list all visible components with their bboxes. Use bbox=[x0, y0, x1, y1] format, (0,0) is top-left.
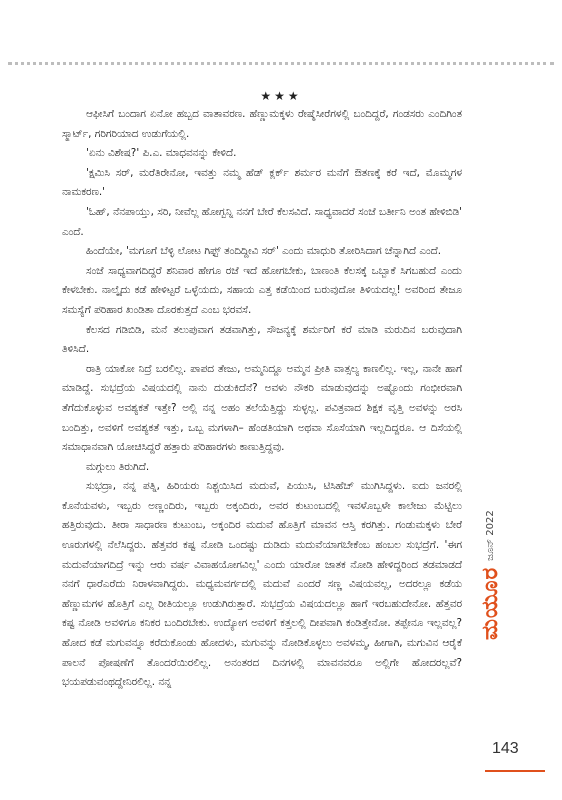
paragraph: ಸುಭದ್ರಾ, ನನ್ನ ಪತ್ನಿ, ಹಿರಿಯರು ನಿಶ್ಚಯಿಸಿದ ಮದುವೆ, ಪಿಯುಸಿ, ಟಿಸಿಹೆಚ್ ಮುಗಿಸಿದ್ದಳು. ಐದು ಜನರಲ್ಲಿ ಕೊನೆಯವಳು, ಇಬ್ಬರು ಅಣ್ಣಂದಿರು, ಇಬ್ಬರು ಅಕ್ಕಂದಿರು, ಅವರ ಕುಟುಂಬದಲ್ಲಿ ಇವಳೊಬ್ಬಳೇ ಕಾಲೇಜು ಮೆಟ್ಟಿಲು ಹತ್ತಿರುವುದು. ತೀರಾ ಸಾಧಾರಣ ಕುಟುಂಬ, ಅಕ್ಕಂದಿರ ಮದುವೆ ಹೊತ್ತಿಗೆ ಮಾವನ ಆಸ್ತಿ ಕರಗಿತ್ತು. ಗಂಡುಮಕ್ಕಳು ಬೇರೆ ಊರುಗಳಲ್ಲಿ ನೆಲೆಸಿದ್ದರು. ಹೆತ್ತವರ ಕಷ್ಟ ನೋಡಿ ಒಂದಷ್ಟು ದುಡಿದು ಮದುವೆಯಾಗಬೇಕೆಂಬ ಹಂಬಲ ಸುಭದ್ರೆಗೆ. 'ಈಗ ಮದುವೆಯಾಗದಿದ್ರೆ ಇನ್ನು ಆರು ವರ್ಷ ವಿವಾಹಯೋಗವಿಲ್ಲ' ಎಂದು ಯಾರೋ ಜಾತಕ ನೋಡಿ ಹೇಳಿದ್ದರಿಂದ ತಡಮಾಡದೆ ನನಗೆ ಧಾರೆಎರೆದು ನಿರಾಳವಾಗಿದ್ದರು. ಮಧ್ಯಮವರ್ಗದಲ್ಲಿ ಮದುವೆ ಎಂದರೆ ಸಣ್ಣ ವಿಷಯವಲ್ಲ, ಅದರಲ್ಲೂ ಕಡೆಯ ಹೆಣ್ಣುಮಗಳ ಹೊತ್ತಿಗೆ ಎಲ್ಲ ರೀತಿಯಲ್ಲೂ ಉಡುಗಿರುತ್ತಾರೆ. ಸುಭದ್ರೆಯ ವಿಷಯದಲ್ಲೂ ಹಾಗೆ ಇರಬಹುದೇನೋ. ಹೆತ್ತವರ ಕಷ್ಟ ನೋಡಿ ಅವಳಿಗೂ ಕನಿಕರ ಬಂದಿರಬೇಕು. ಉದ್ಯೋಗ ಅವಳಿಗೆ ಕತ್ತಲಲ್ಲಿ ದೀಪವಾಗಿ ಕಂಡಿತ್ತೇನೋ. ತಪ್ಪೇನೂ ಇಲ್ಲವಲ್ಲ? ಹೋದ ಕಡೆ ಮಗುವನ್ನೂ ಕರೆದುಕೊಂಡು ಹೋದಳು, ಮಗುವನ್ನು ನೋಡಿಕೊಳ್ಳಲು ಅವಳಮ್ಮ, ಹೀಗಾಗಿ, ಮಗುವಿನ ಆರೈಕೆ ಪಾಲನೆ ಪೋಷಣೆಗೆ ತೊಂದರೆಯಿರಲಿಲ್ಲ. ಅನಂತರದ ದಿನಗಳಲ್ಲಿ ಮಾವನವರೂ ಅಲ್ಲಿಗೇ ಹೋದರಲ್ಲವೆ? ಭಯಪಡುವಂಥದ್ದೇನಿರಲಿಲ್ಲ. ನನ್ನ bbox=[62, 480, 462, 689]
magazine-logo: ಮಯೂರ bbox=[477, 566, 503, 640]
paragraph: ಮಗ್ಗುಲು ತಿರುಗಿದೆ. bbox=[86, 460, 150, 473]
paragraph: 'ಏನು ವಿಶೇಷ?' ಪಿ.ಎ. ಮಾಧವನನ್ನು ಕೇಳಿದೆ. bbox=[86, 147, 237, 160]
top-dotted-divider bbox=[8, 62, 554, 65]
paragraph: ಕೆಲಸದ ಗಡಿಬಿಡಿ, ಮನೆ ತಲುಪುವಾಗ ತಡವಾಗಿತ್ತು, ಸೌಜನ್ಯಕ್ಕೆ ಶರ್ಮರಿಗೆ ಕರೆ ಮಾಡಿ ಮರುದಿನ ಬರುವುದಾಗಿ ತಿಳಿಸಿದೆ. bbox=[62, 323, 462, 356]
paragraph: ರಾತ್ರಿ ಯಾಕೋ ನಿದ್ರೆ ಬರಲಿಲ್ಲ. ಪಾಪದ ತೇಜು, ಅಮ್ಮನಿದ್ದೂ ಅಮ್ಮನ ಪ್ರೀತಿ ವಾತ್ಸಲ್ಯ ಕಾಣಲಿಲ್ಲ. ಇಲ್ಲ, ನಾನೇ ಹಾಗೆ ಮಾಡಿದ್ದೆ. ಸುಭದ್ರೆಯ ವಿಷಯದಲ್ಲಿ ನಾನು ದುಡುಕಿದೆನೆ? ಅವಳು ನೌಕರಿ ಮಾಡುವುದನ್ನು ಅಷ್ಟೊಂದು ಗಂಭೀರವಾಗಿ ತೆಗೆದುಕೊಳ್ಳುವ ಅವಶ್ಯಕತೆ ಇತ್ತೇ? ಅಲ್ಲಿ ನನ್ನ ಅಹಂ ತಲೆಯೆತ್ತಿದ್ದು ಸುಳ್ಳಲ್ಲ. ಪವಿತ್ರವಾದ ಶಿಕ್ಷಕ ವೃತ್ತಿ ಅವಳನ್ನು ಅರಸಿ ಬಂದಿತ್ತು, ಅವಳಿಗೆ ಅವಶ್ಯಕತೆ ಇತ್ತು, ಒಬ್ಬ ಮಗಳಾಗಿ– ಹೆಂಡತಿಯಾಗಿ ಅಥವಾ ಸೊಸೆಯಾಗಿ ಇಲ್ಲದಿದ್ದರೂ. ಆ ದಿಸೆಯಲ್ಲಿ ಸಮಾಧಾನವಾಗಿ ಯೋಚಿಸಿದ್ದರೆ ಹತ್ತಾರು ಪರಿಹಾರಗಳು ಕಾಣುತ್ತಿದ್ದವು. bbox=[62, 362, 462, 454]
paragraph: ಸಂಜೆ ಸಾಧ್ಯವಾಗದಿದ್ದರೆ ಶನಿವಾರ ಹೇಗೂ ರಜೆ ಇದೆ ಹೋಗಬೇಕು, ಬಾಣಂತಿ ಕೆಲಸಕ್ಕೆ ಒಬ್ಬಾಕೆ ಸಿಗಬಹುದೆ ಎಂದು ಕೇಳಬೇಕು. ನಾಲ್ಕೈದು ಕಡೆ ಹೇಳಿಟ್ಟರೆ ಒಳ್ಳೆಯದು, ಸಹಾಯ ಎತ್ತ ಕಡೆಯಿಂದ ಬರುವುದೋ ತಿಳಿಯದಲ್ಲ! ಅವರಿಂದ ತೇಜೂ ಸಮಸ್ಯೆಗೆ ಪರಿಹಾರ ಖಂಡಿತಾ ದೊರಕುತ್ತದೆ ಎಂಬ ಭರವಸೆ. bbox=[62, 264, 462, 316]
article-body bbox=[62, 105, 462, 693]
issue-date: ಜೂನ್ 2022 bbox=[484, 510, 496, 561]
section-separator-stars: ★★★ bbox=[260, 89, 302, 103]
magazine-side-label bbox=[470, 510, 510, 640]
page-number: 143 bbox=[492, 740, 519, 757]
page-number-rule bbox=[485, 770, 545, 772]
paragraph: 'ಓಹ್, ನೆನಪಾಯ್ತು, ಸರಿ, ನೀವೆಲ್ಲ ಹೋಗ್ಬನ್ನಿ ನನಗೆ ಬೇರೆ ಕೆಲಸವಿದೆ. ಸಾಧ್ಯವಾದರೆ ಸಂಜೆ ಬರ್ತೀನಿ ಅಂತ ಹೇಳಿಬಿಡಿ' ಎಂದೆ. bbox=[62, 205, 462, 238]
paragraph: ಆಫೀಸಿಗೆ ಬಂದಾಗ ಏನೋ ಹಬ್ಬದ ವಾತಾವರಣ. ಹೆಣ್ಣುಮಕ್ಕಳು ರೇಷ್ಮೆಸೀರೆಗಳಲ್ಲಿ ಬಂದಿದ್ದರೆ, ಗಂಡಸರು ಎಂದಿಗಿಂತ ಸ್ಮಾರ್ಟ್, ಗರಿಗರಿಯಾದ ಉಡುಗೆಯಲ್ಲಿ. bbox=[62, 108, 462, 140]
paragraph: 'ಕ್ಷಮಿಸಿ ಸರ್, ಮರೆತಿರೇನೋ, ಇವತ್ತು ನಮ್ಮ ಹೆಡ್ ಕ್ಲರ್ಕ್ ಶರ್ಮರ ಮನೆಗೆ ಔತಣಕ್ಕೆ ಕರೆ ಇದೆ, ಮೊಮ್ಮಗಳ ನಾಮಕರಣ.' bbox=[62, 166, 462, 199]
paragraph: ಹಿಂದೆಯೇ, 'ಮಗೂಗೆ ಬೆಳ್ಳಿ ಲೋಟ ಗಿಫ್ಟ್ ತಂದಿದ್ದೀವಿ ಸರ್' ಎಂದು ಮಾಧುರಿ ತೋರಿಸಿದಾಗ ಚೆನ್ನಾಗಿದೆ ಎಂದೆ. bbox=[86, 245, 442, 258]
